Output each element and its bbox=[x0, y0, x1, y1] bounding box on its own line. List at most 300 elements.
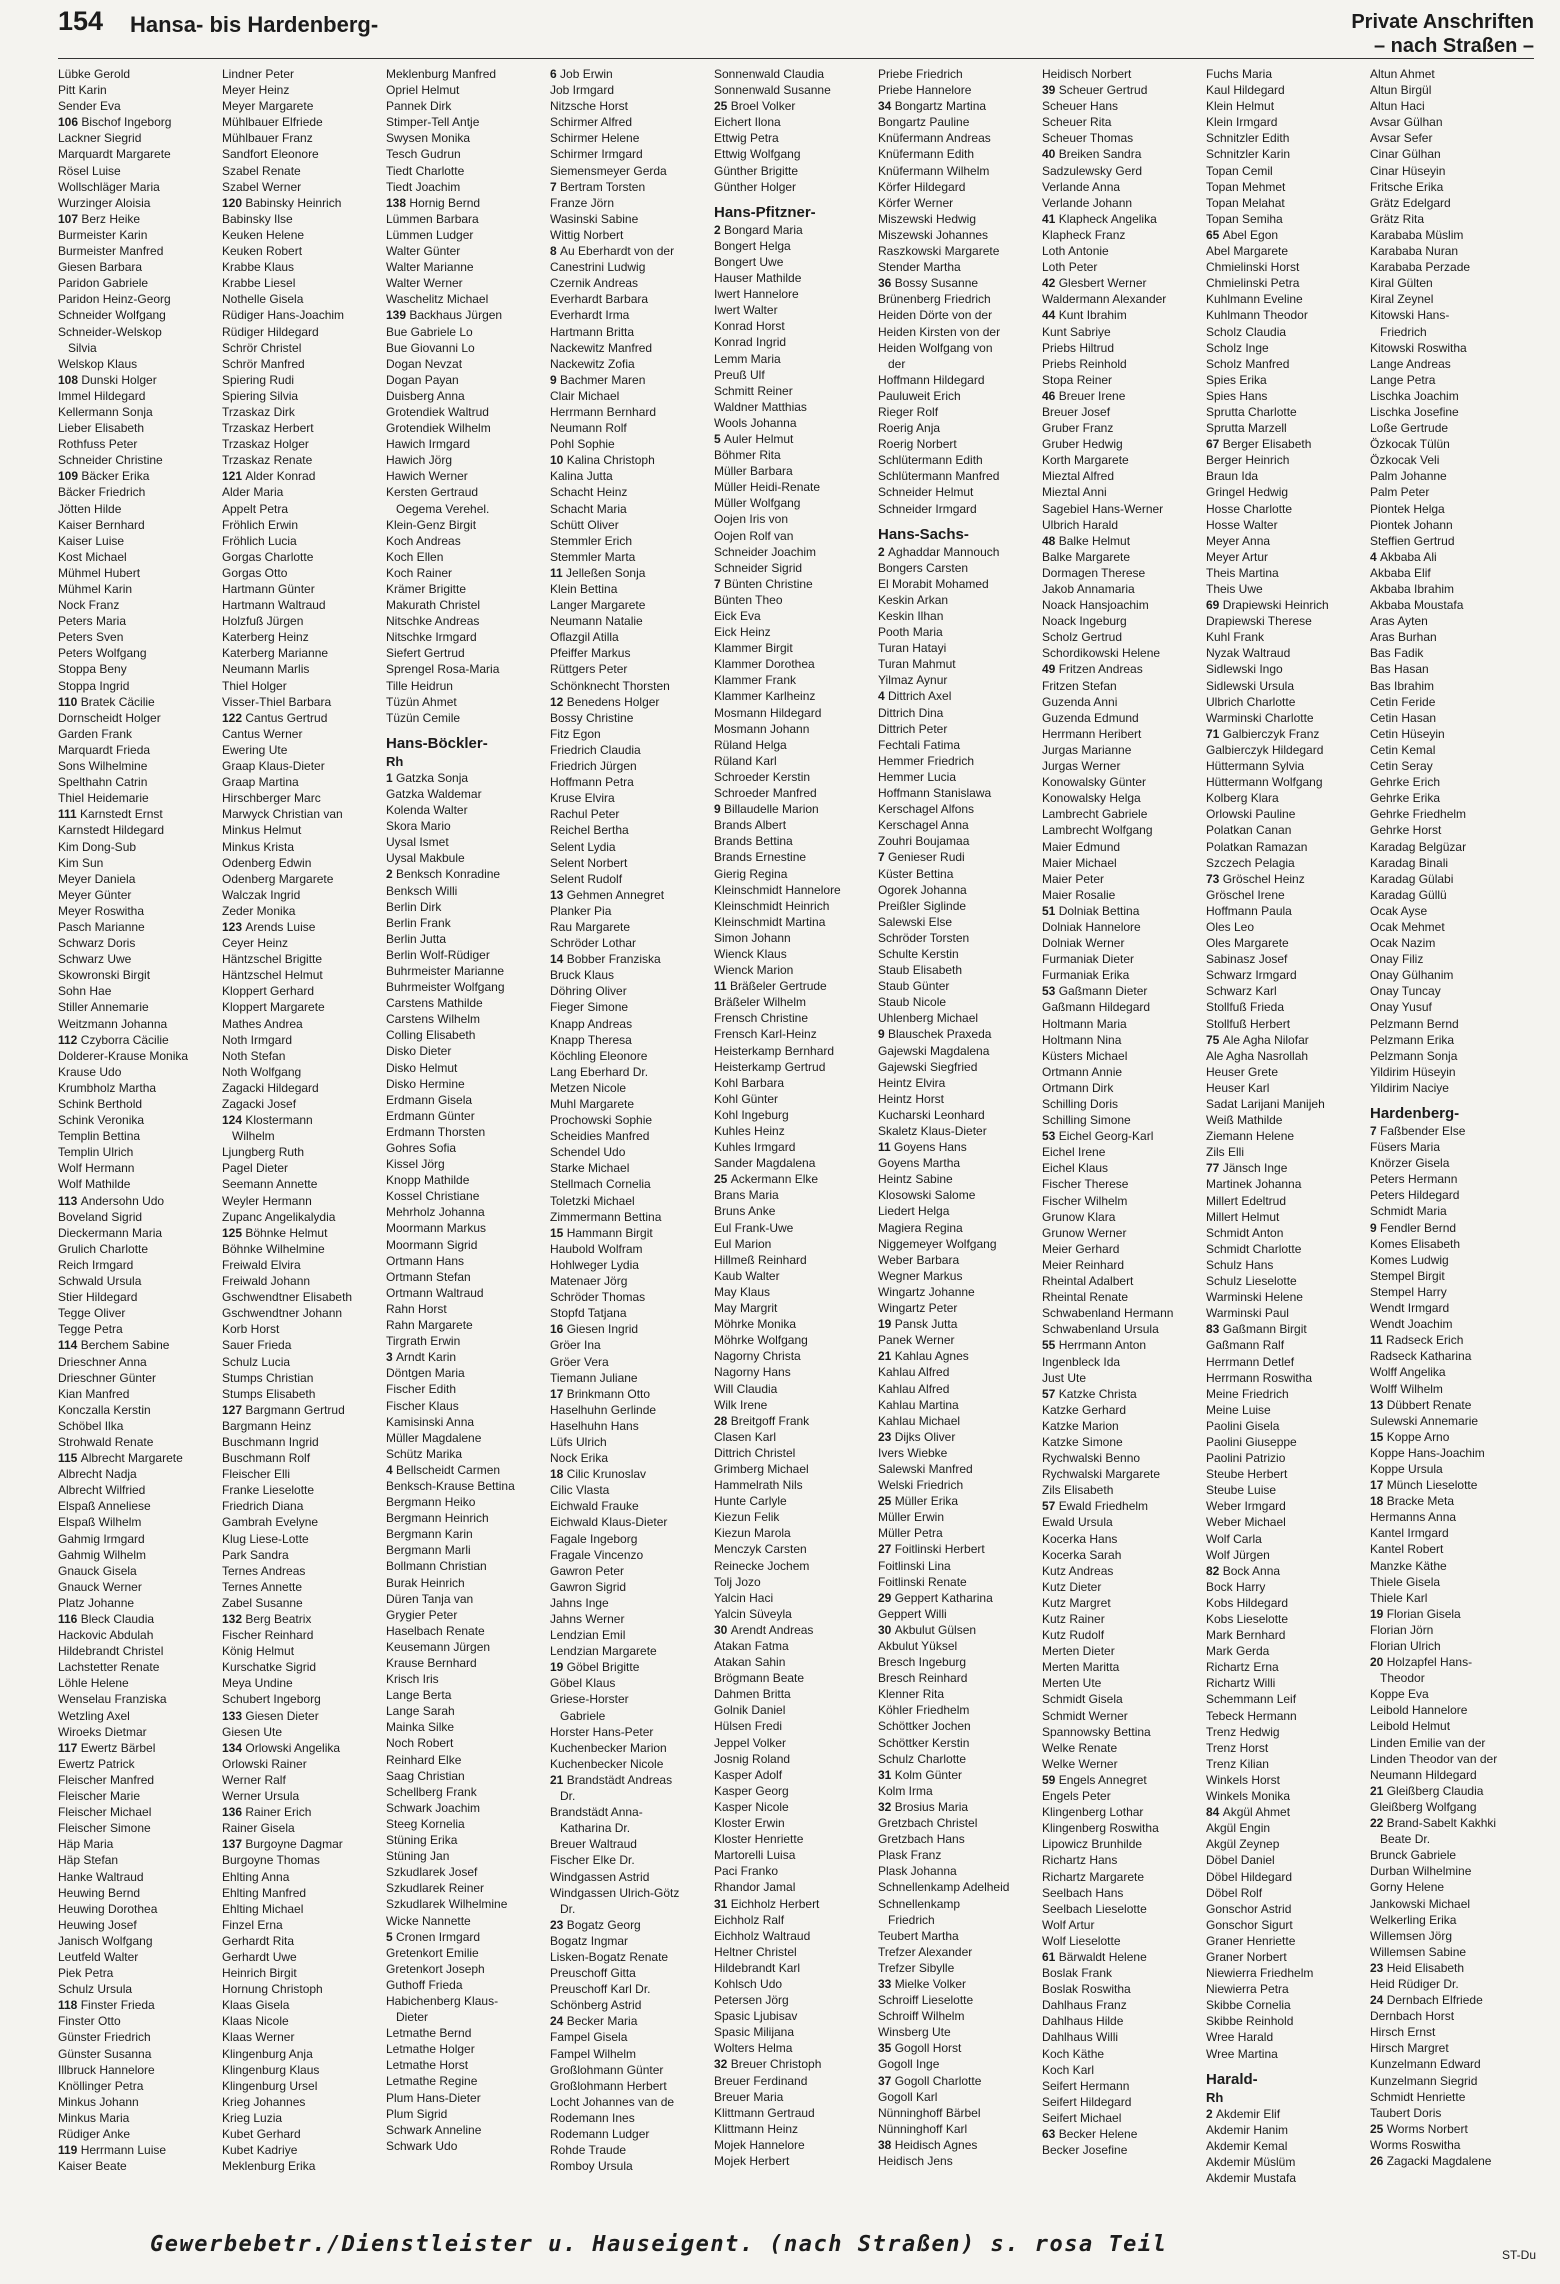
resident-entry: Albrecht Nadja bbox=[58, 1467, 137, 1482]
house-number-entry: 114 Berchem Sabine bbox=[58, 1338, 170, 1353]
resident-entry: Lischka Joachim bbox=[1370, 388, 1459, 403]
resident-entry: Scholz Claudia bbox=[1206, 324, 1287, 339]
column-6 bbox=[878, 66, 1042, 2226]
resident-entry: Rachul Peter bbox=[550, 807, 620, 822]
resident-entry: Wilk Irene bbox=[714, 1397, 768, 1412]
resident-entry: Giesen Barbara bbox=[58, 260, 143, 275]
resident-entry: Eichwald Klaus-Dieter bbox=[550, 1515, 668, 1530]
resident-entry: Rohde Traude bbox=[550, 2143, 627, 2158]
resident-entry: Kleinschmidt Martina bbox=[714, 914, 826, 929]
resident-entry: Dahlhaus Hilde bbox=[1042, 2014, 1124, 2029]
house-number-entry: 119 Herrmann Luise bbox=[58, 2143, 167, 2158]
resident-entry: Sulewski Annemarie bbox=[1370, 1413, 1479, 1428]
resident-entry: Schütt Oliver bbox=[550, 517, 619, 532]
resident-entry: Tiemann Juliane bbox=[550, 1370, 638, 1385]
resident-entry: Karnstedt Hildegard bbox=[58, 823, 165, 838]
resident-entry: Wolf Jürgen bbox=[1206, 1547, 1270, 1562]
resident-entry: Schulz Lieselotte bbox=[1206, 1274, 1297, 1289]
resident-entry: Griese-Horster bbox=[550, 1692, 629, 1707]
house-number-entry: 111 Karnstedt Ernst bbox=[58, 807, 163, 822]
resident-entry: Trenz Kilian bbox=[1206, 1756, 1269, 1771]
resident-entry: Weiß Mathilde bbox=[1206, 1113, 1283, 1128]
resident-entry: Graap Martina bbox=[222, 775, 299, 790]
resident-entry: Hildebrandt Karl bbox=[714, 1960, 801, 1975]
resident-entry: Reich Irmgard bbox=[58, 1257, 134, 1272]
resident-entry: Peters Hermann bbox=[1370, 1172, 1458, 1187]
resident-entry: Eul Marion bbox=[714, 1236, 772, 1251]
resident-entry: Ortmann Hans bbox=[386, 1253, 465, 1268]
resident-entry: Odenberg Margarete bbox=[222, 871, 334, 886]
resident-entry: Ivers Wiebke bbox=[878, 1445, 948, 1460]
resident-entry: Berlin Wolf-Rüdiger bbox=[386, 947, 490, 962]
house-number-entry: 30 Akbulut Gülsen bbox=[878, 1622, 977, 1637]
resident-entry: Kutz Andreas bbox=[1042, 1563, 1114, 1578]
resident-entry: Bock Harry bbox=[1206, 1579, 1266, 1594]
house-number-entry: 53 Gaßmann Dieter bbox=[1042, 984, 1148, 999]
resident-entry: Brünenberg Friedrich bbox=[878, 292, 991, 307]
column-8 bbox=[1206, 66, 1370, 2226]
resident-entry: Romboy Ursula bbox=[550, 2159, 633, 2174]
resident-entry: Chmielinski Horst bbox=[1206, 260, 1300, 275]
resident-entry: Loth Peter bbox=[1042, 260, 1098, 275]
resident-entry: Leutfeld Walter bbox=[58, 1949, 139, 1964]
resident-entry: Schwabenland Ursula bbox=[1042, 1322, 1159, 1337]
resident-entry: Rheintal Renate bbox=[1042, 1290, 1129, 1305]
resident-entry: Sabinasz Josef bbox=[1206, 952, 1288, 967]
house-number-entry: 57 Katzke Christa bbox=[1042, 1386, 1137, 1401]
resident-entry: Weber Barbara bbox=[878, 1252, 960, 1267]
resident-entry: Lischka Josefine bbox=[1370, 404, 1459, 419]
resident-entry: Burmeister Manfred bbox=[58, 244, 164, 259]
resident-entry: Pfeiffer Markus bbox=[550, 646, 631, 661]
resident-entry: Schneider Sigrid bbox=[714, 560, 803, 575]
resident-entry: Bas Hasan bbox=[1370, 662, 1429, 677]
resident-entry: Will Claudia bbox=[714, 1381, 778, 1396]
house-number-entry: 13 Dübbert Renate bbox=[1370, 1397, 1472, 1412]
resident-entry: Ehlting Anna bbox=[222, 1869, 290, 1884]
resident-entry: Grimberg Michael bbox=[714, 1461, 809, 1476]
resident-entry: Ocak Mehmet bbox=[1370, 919, 1445, 934]
resident-entry: Mark Bernhard bbox=[1206, 1628, 1286, 1643]
resident-entry: Nünninghoff Karl bbox=[878, 2121, 968, 2136]
resident-entry: Schnellenkamp bbox=[878, 1896, 961, 1911]
resident-entry: Döhring Oliver bbox=[550, 984, 627, 999]
resident-entry: Kiral Zeynel bbox=[1370, 292, 1434, 307]
resident-entry: Klein Helmut bbox=[1206, 99, 1275, 114]
resident-entry: Verlande Johann bbox=[1042, 195, 1133, 210]
resident-entry: Gnauck Gisela bbox=[58, 1563, 137, 1578]
house-number-entry: 23 Heid Elisabeth bbox=[1370, 1960, 1465, 1975]
resident-entry: Pauluweit Erich bbox=[878, 388, 961, 403]
house-number-entry: 84 Akgül Ahmet bbox=[1206, 1805, 1291, 1820]
resident-entry: Krieg Johannes bbox=[222, 2094, 306, 2109]
resident-entry: Werner Ursula bbox=[222, 1789, 300, 1804]
resident-entry: Rychwalski Margarete bbox=[1042, 1467, 1161, 1482]
house-number-entry: 77 Jänsch Inge bbox=[1206, 1161, 1288, 1176]
resident-entry: Czernik Andreas bbox=[550, 276, 639, 291]
resident-entry: Fleischer Michael bbox=[58, 1805, 152, 1820]
resident-entry: Buschmann Rolf bbox=[222, 1451, 311, 1466]
resident-entry: Schroeder Kerstin bbox=[714, 769, 811, 784]
resident-entry: Weyler Hermann bbox=[222, 1193, 312, 1208]
resident-entry: Goyens Martha bbox=[878, 1156, 961, 1171]
resident-entry: Bäcker Friedrich bbox=[58, 485, 146, 500]
resident-entry: Durban Wilhelmine bbox=[1370, 1864, 1472, 1879]
resident-entry: Uysal Ismet bbox=[386, 835, 449, 850]
resident-entry: Appelt Petra bbox=[222, 501, 289, 516]
footer-code: ST-Du bbox=[1501, 2248, 1536, 2262]
resident-entry: Fechtali Fatima bbox=[878, 737, 961, 752]
resident-entry: Oflazgil Atilla bbox=[550, 630, 619, 645]
resident-entry: Heiden Dörte von der bbox=[878, 308, 993, 323]
resident-entry: Cetin Kemal bbox=[1370, 742, 1436, 757]
house-number-entry: 42 Glesbert Werner bbox=[1042, 276, 1147, 291]
resident-entry: Tirgrath Erwin bbox=[386, 1334, 461, 1349]
resident-entry: Pooth Maria bbox=[878, 625, 943, 640]
resident-entry: Karababa Nuran bbox=[1370, 244, 1459, 259]
resident-entry: Hawich Jörg bbox=[386, 453, 453, 468]
house-number-entry: 108 Dunski Holger bbox=[58, 372, 157, 387]
resident-entry: Werner Ralf bbox=[222, 1772, 286, 1787]
resident-entry: Göbel Klaus bbox=[550, 1676, 616, 1691]
resident-entry: Yildirim Naciye bbox=[1370, 1080, 1449, 1095]
resident-entry: Ternes Andreas bbox=[222, 1563, 306, 1578]
resident-entry: Dolniak Hannelore bbox=[1042, 919, 1141, 934]
resident-entry: Kloppert Margarete bbox=[222, 1000, 325, 1015]
house-number-entry: 14 Bobber Franziska bbox=[550, 952, 661, 967]
resident-entry: Kuchenbecker Nicole bbox=[550, 1756, 664, 1771]
resident-entry: Schneider Irmgard bbox=[878, 501, 977, 516]
resident-entry: Koppe Hans-Joachim bbox=[1370, 1445, 1485, 1460]
house-number-entry: 115 Albrecht Margarete bbox=[58, 1451, 183, 1466]
resident-entry: Müller Erwin bbox=[878, 1510, 945, 1525]
resident-entry: Gehrke Friedhelm bbox=[1370, 807, 1467, 822]
house-number-entry: 3 Arndt Karin bbox=[386, 1350, 457, 1365]
resident-entry: Habichenberg Klaus- bbox=[386, 1993, 499, 2008]
resident-entry: Pannek Dirk bbox=[386, 99, 452, 114]
house-number-entry: 49 Fritzen Andreas bbox=[1042, 662, 1143, 677]
resident-entry: Burgoyne Thomas bbox=[222, 1853, 320, 1868]
resident-entry: Nackewitz Manfred bbox=[550, 340, 653, 355]
street-heading: Hans-Böckler- bbox=[386, 734, 488, 752]
resident-entry: Ulbrich Harald bbox=[1042, 517, 1119, 532]
house-number-entry: 44 Kunt Ibrahim bbox=[1042, 308, 1127, 323]
house-number-entry: 122 Cantus Gertrud bbox=[222, 710, 328, 725]
resident-entry: Dittrich Peter bbox=[878, 721, 948, 736]
resident-entry: Kerschagel Anna bbox=[878, 818, 969, 833]
resident-entry: Hildebrandt Christel bbox=[58, 1644, 164, 1659]
resident-entry: Wenselau Franziska bbox=[58, 1692, 167, 1707]
resident-entry: Gonschor Astrid bbox=[1206, 1901, 1292, 1916]
resident-entry: Hirsch Ernst bbox=[1370, 2025, 1436, 2040]
resident-entry: Holzfuß Jürgen bbox=[222, 614, 304, 629]
resident-entry: Heltner Christel bbox=[714, 1944, 797, 1959]
entry-continuation: Friedrich bbox=[1380, 324, 1427, 339]
resident-entry: Gorgas Otto bbox=[222, 565, 288, 580]
resident-entry: Schneider-Welskop bbox=[58, 324, 162, 339]
house-number-entry: 67 Berger Elisabeth bbox=[1206, 437, 1312, 452]
resident-entry: Bongartz Pauline bbox=[878, 115, 970, 130]
entry-continuation: Dr. bbox=[560, 1789, 576, 1804]
resident-entry: Avsar Gülhan bbox=[1370, 115, 1443, 130]
resident-entry: Breuer Maria bbox=[714, 2089, 784, 2104]
house-number-entry: 30 Arendt Andreas bbox=[714, 1622, 814, 1637]
resident-entry: Bergmann Heiko bbox=[386, 1495, 476, 1510]
resident-entry: Klammer Karlheinz bbox=[714, 689, 816, 704]
resident-entry: Hemmer Friedrich bbox=[878, 753, 975, 768]
resident-entry: Eichholz Ralf bbox=[714, 1912, 785, 1927]
resident-entry: Gajewski Magdalena bbox=[878, 1043, 990, 1058]
resident-entry: Hornung Christoph bbox=[222, 1982, 323, 1997]
resident-entry: Templin Ulrich bbox=[58, 1145, 134, 1160]
resident-entry: Stimper-Tell Antje bbox=[386, 115, 480, 130]
resident-entry: Kubet Gerhard bbox=[222, 2127, 301, 2141]
resident-entry: Sidlewski Ingo bbox=[1206, 662, 1283, 677]
resident-entry: Mehrholz Johanna bbox=[386, 1205, 485, 1220]
resident-entry: Meyer Margarete bbox=[222, 99, 314, 114]
resident-entry: Katerberg Marianne bbox=[222, 646, 329, 661]
house-number-entry: 55 Herrmann Anton bbox=[1042, 1338, 1147, 1353]
resident-entry: Braun Ida bbox=[1206, 469, 1259, 484]
resident-entry: Dittrich Dina bbox=[878, 705, 944, 720]
resident-entry: Bräßeler Wilhelm bbox=[714, 995, 807, 1010]
street-heading: Harald- bbox=[1206, 2070, 1258, 2088]
resident-entry: Jakob Annamaria bbox=[1042, 582, 1135, 596]
resident-entry: Dieckermann Maria bbox=[58, 1225, 163, 1240]
resident-entry: Noth Irmgard bbox=[222, 1032, 293, 1047]
resident-entry: Gretzbach Christel bbox=[878, 1816, 978, 1831]
resident-entry: Stempel Birgit bbox=[1370, 1268, 1445, 1283]
resident-entry: Grulich Charlotte bbox=[58, 1241, 149, 1256]
resident-entry: Locht Johannes van de bbox=[550, 2094, 675, 2109]
resident-entry: Staub Nicole bbox=[878, 995, 947, 1010]
resident-entry: Skora Mario bbox=[386, 819, 451, 834]
resident-entry: Foitlinski Lina bbox=[878, 1558, 951, 1573]
entry-continuation: Silvia bbox=[68, 340, 97, 355]
resident-entry: Trefzer Alexander bbox=[878, 1944, 973, 1959]
resident-entry: Guzenda Edmund bbox=[1042, 710, 1139, 725]
resident-entry: Richartz Margarete bbox=[1042, 1869, 1145, 1884]
resident-entry: Günther Brigitte bbox=[714, 163, 799, 178]
resident-entry: Klapheck Franz bbox=[1042, 227, 1126, 242]
resident-entry: Kuhles Irmgard bbox=[714, 1140, 796, 1155]
house-number-entry: 37 Gogoll Charlotte bbox=[878, 2073, 982, 2088]
resident-entry: Friedrich Diana bbox=[222, 1499, 304, 1514]
resident-entry: Kim Dong-Sub bbox=[58, 839, 137, 854]
resident-entry: Koch Andreas bbox=[386, 533, 461, 548]
house-number-entry: 25 Müller Erika bbox=[878, 1494, 959, 1509]
resident-entry: Karadag Gülabi bbox=[1370, 871, 1454, 886]
resident-entry: Kunzelmann Edward bbox=[1370, 2057, 1481, 2072]
resident-entry: Hoffmann Stanislawa bbox=[878, 786, 992, 801]
resident-entry: Hillmeß Reinhard bbox=[714, 1252, 807, 1267]
resident-entry: Trenz Hedwig bbox=[1206, 1724, 1280, 1739]
resident-entry: Sprengel Rosa-Maria bbox=[386, 662, 500, 677]
resident-entry: Miszewski Johannes bbox=[878, 227, 989, 242]
resident-entry: Wolf Carla bbox=[1206, 1531, 1262, 1546]
resident-entry: Schirmer Irmgard bbox=[550, 147, 643, 162]
resident-entry: Heuser Grete bbox=[1206, 1064, 1279, 1079]
resident-entry: Eichholz Waltraud bbox=[714, 1928, 811, 1943]
resident-entry: Spies Hans bbox=[1206, 388, 1268, 403]
house-number-entry: 7 Bertram Torsten bbox=[550, 179, 646, 194]
resident-entry: Skibbe Reinhold bbox=[1206, 2014, 1294, 2029]
resident-entry: Schemmann Leif bbox=[1206, 1692, 1297, 1707]
resident-entry: Stoppa Beny bbox=[58, 662, 127, 677]
resident-entry: Döbel Hildegard bbox=[1206, 1869, 1293, 1884]
resident-entry: Müller Petra bbox=[878, 1526, 943, 1541]
resident-entry: Warminski Paul bbox=[1206, 1306, 1289, 1321]
resident-entry: Scheuer Rita bbox=[1042, 115, 1112, 130]
resident-entry: Heisterkamp Gertrud bbox=[714, 1059, 826, 1074]
resident-entry: Gröer Ina bbox=[550, 1338, 601, 1353]
resident-entry: Plum Sigrid bbox=[386, 2106, 448, 2121]
resident-entry: Heuser Karl bbox=[1206, 1080, 1270, 1095]
resident-entry: Foitlinski Renate bbox=[878, 1574, 967, 1589]
page-number: 154 bbox=[58, 6, 104, 36]
resident-entry: Noth Wolfgang bbox=[222, 1064, 302, 1079]
resident-entry: Bossy Christine bbox=[550, 710, 634, 725]
resident-entry: Aras Ayten bbox=[1370, 614, 1428, 629]
resident-entry: Schwark Joachim bbox=[386, 1800, 481, 1815]
resident-entry: Schröder Lothar bbox=[550, 936, 637, 951]
resident-entry: Rüland Helga bbox=[714, 737, 787, 752]
house-number-entry: 75 Ale Agha Nilofar bbox=[1206, 1032, 1309, 1047]
resident-entry: Mark Gerda bbox=[1206, 1644, 1270, 1659]
resident-entry: Heisterkamp Bernhard bbox=[714, 1043, 835, 1058]
resident-entry: Karababa Perzade bbox=[1370, 260, 1471, 275]
resident-entry: Kantel Irmgard bbox=[1370, 1526, 1449, 1541]
resident-entry: Dahmen Britta bbox=[714, 1687, 791, 1702]
resident-entry: Fischer Reinhard bbox=[222, 1628, 314, 1643]
resident-entry: Schirmer Helene bbox=[550, 131, 640, 146]
resident-entry: Onay Filiz bbox=[1370, 952, 1424, 967]
resident-entry: Skibbe Cornelia bbox=[1206, 1998, 1291, 2013]
house-number-entry: 25 Broel Volker bbox=[714, 99, 796, 114]
resident-entry: Waschelitz Michael bbox=[386, 292, 489, 307]
house-number-entry: 118 Finster Frieda bbox=[58, 1998, 155, 2013]
resident-entry: Ehlting Manfred bbox=[222, 1885, 307, 1900]
street-heading: Hardenberg- bbox=[1370, 1105, 1460, 1122]
resident-entry: Eul Frank-Uwe bbox=[714, 1220, 794, 1235]
resident-entry: Niewierra Petra bbox=[1206, 1982, 1289, 1997]
resident-entry: Avsar Sefer bbox=[1370, 131, 1433, 146]
resident-entry: Hoffmann Paula bbox=[1206, 903, 1292, 918]
resident-entry: Meine Friedrich bbox=[1206, 1386, 1289, 1401]
resident-entry: Dogan Payan bbox=[386, 372, 459, 387]
resident-entry: Kloster Henriette bbox=[714, 1832, 804, 1847]
resident-entry: Schmitt Reiner bbox=[714, 383, 793, 398]
resident-entry: Noack Ingeburg bbox=[1042, 614, 1127, 629]
resident-entry: Gehrke Horst bbox=[1370, 823, 1442, 838]
resident-entry: Gretenkort Joseph bbox=[386, 1961, 485, 1976]
resident-entry: Schönknecht Thorsten bbox=[550, 678, 670, 693]
resident-entry: Kitowski Roswitha bbox=[1370, 340, 1467, 355]
resident-entry: Noack Hansjoachim bbox=[1042, 598, 1149, 613]
resident-entry: Löhle Helene bbox=[58, 1676, 129, 1691]
resident-entry: Neumann Rolf bbox=[550, 421, 627, 436]
resident-entry: Eichel Irene bbox=[1042, 1145, 1106, 1160]
resident-entry: Ziemann Helene bbox=[1206, 1129, 1295, 1144]
house-number-entry: 83 Gaßmann Birgit bbox=[1206, 1322, 1307, 1337]
resident-entry: Kahlau Alfred bbox=[878, 1381, 950, 1396]
resident-entry: Kim Sun bbox=[58, 855, 104, 870]
resident-entry: Windgassen Astrid bbox=[550, 1869, 650, 1884]
resident-entry: Gahmig Wilhelm bbox=[58, 1547, 147, 1562]
resident-entry: Kruse Elvira bbox=[550, 791, 615, 806]
resident-entry: Katzke Simone bbox=[1042, 1434, 1123, 1449]
resident-entry: Seifert Hermann bbox=[1042, 2078, 1130, 2093]
resident-entry: Nagorny Christa bbox=[714, 1349, 801, 1364]
resident-entry: Wolf Mathilde bbox=[58, 1177, 131, 1192]
resident-entry: Akbulut Yüksel bbox=[878, 1639, 958, 1653]
resident-entry: Schroiff Lieselotte bbox=[878, 1993, 974, 2008]
resident-entry: Ehlting Michael bbox=[222, 1901, 304, 1916]
resident-entry: Füsers Maria bbox=[1370, 1140, 1441, 1155]
resident-entry: Körfer Werner bbox=[878, 195, 954, 210]
resident-entry: Hirschberger Marc bbox=[222, 791, 321, 806]
house-number-entry: 82 Bock Anna bbox=[1206, 1563, 1281, 1578]
resident-entry: Kuchenbecker Marion bbox=[550, 1740, 667, 1755]
resident-entry: Fragale Vincenzo bbox=[550, 1547, 644, 1562]
resident-entry: Kissel Jörg bbox=[386, 1157, 445, 1172]
resident-entry: Schneider Christine bbox=[58, 453, 163, 468]
resident-entry: Everhardt Barbara bbox=[550, 292, 649, 307]
resident-entry: Schwarz Karl bbox=[1206, 984, 1277, 999]
resident-entry: Ettwig Petra bbox=[714, 131, 779, 146]
house-number-entry: 138 Hornig Bernd bbox=[386, 195, 481, 210]
resident-entry: Priebs Reinhold bbox=[1042, 356, 1127, 371]
house-number-entry: 36 Bossy Susanne bbox=[878, 276, 979, 291]
resident-entry: Herrmann Roswitha bbox=[1206, 1370, 1313, 1385]
resident-entry: Toletzki Michael bbox=[550, 1193, 635, 1208]
resident-entry: Iwert Walter bbox=[714, 303, 778, 318]
resident-entry: Gschwendtner Elisabeth bbox=[222, 1290, 353, 1305]
resident-entry: Häntzschel Brigitte bbox=[222, 952, 323, 967]
resident-entry: Jeppel Volker bbox=[714, 1735, 787, 1750]
resident-entry: Klittmann Heinz bbox=[714, 2121, 799, 2136]
resident-entry: Schroeder Manfred bbox=[714, 786, 817, 801]
resident-entry: Josnig Roland bbox=[714, 1751, 791, 1766]
resident-entry: Hawich Irmgard bbox=[386, 437, 471, 452]
resident-entry: Wingartz Peter bbox=[878, 1301, 958, 1316]
house-number-entry: 125 Böhnke Helmut bbox=[222, 1225, 328, 1240]
resident-entry: Dolniak Werner bbox=[1042, 936, 1125, 951]
resident-entry: Heuwing Dorothea bbox=[58, 1901, 158, 1916]
resident-entry: Kocerka Sarah bbox=[1042, 1547, 1122, 1562]
resident-entry: Spelthahn Catrin bbox=[58, 775, 148, 790]
house-number-entry: 40 Breiken Sandra bbox=[1042, 147, 1142, 162]
resident-entry: Bue Gabriele Lo bbox=[386, 324, 473, 339]
resident-entry: Gogoll Inge bbox=[878, 2057, 940, 2072]
resident-entry: Garden Frank bbox=[58, 726, 133, 741]
resident-entry: Stumps Christian bbox=[222, 1370, 314, 1385]
house-number-entry: 139 Backhaus Jürgen bbox=[386, 308, 503, 323]
resident-entry: Cetin Hüseyin bbox=[1370, 726, 1445, 741]
resident-entry: Brunck Gabriele bbox=[1370, 1848, 1457, 1863]
resident-entry: Petersen Jörg bbox=[714, 1993, 789, 2008]
resident-entry: Kutz Rudolf bbox=[1042, 1628, 1105, 1643]
resident-entry: Reinhard Elke bbox=[386, 1752, 462, 1767]
resident-entry: Merten Maritta bbox=[1042, 1660, 1120, 1675]
resident-entry: Kaiser Luise bbox=[58, 533, 125, 548]
resident-entry: Zabel Susanne bbox=[222, 1595, 303, 1610]
resident-entry: Schöbel Ilka bbox=[58, 1418, 124, 1433]
resident-entry: Kiezun Marola bbox=[714, 1526, 791, 1541]
house-number-entry: 134 Orlowski Angelika bbox=[222, 1740, 341, 1755]
resident-entry: Heintz Sabine bbox=[878, 1172, 953, 1187]
resident-entry: Menczyk Carsten bbox=[714, 1542, 807, 1557]
